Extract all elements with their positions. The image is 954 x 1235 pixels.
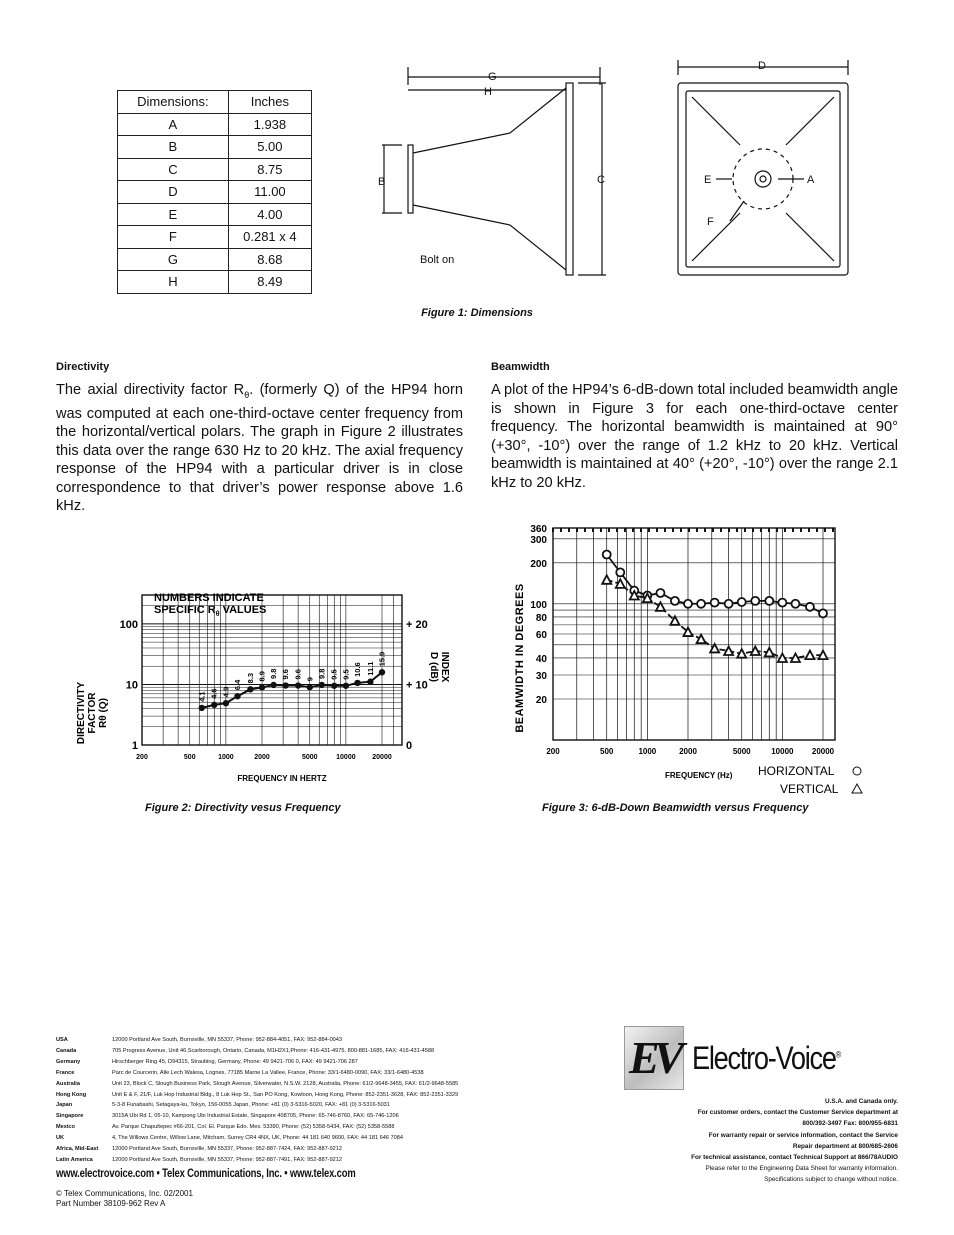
fig3-horizontal-point — [684, 600, 692, 608]
fig2-data-label: 10.6 — [353, 662, 363, 677]
table-row — [118, 248, 312, 271]
dimensions-table — [117, 90, 312, 294]
fig2-data-label: 9.5 — [329, 669, 339, 680]
dimensions-table-body — [118, 113, 312, 293]
table-header-cell: Dimensions: — [118, 91, 229, 114]
label-e: E — [704, 174, 712, 186]
contact-line: Please refer to the Engineering Data Sheet for warranty information. — [705, 1165, 898, 1173]
legend-triangle-icon — [852, 784, 862, 793]
fig3-vertical-point — [778, 653, 787, 662]
fig3-legend-horizontal: HORIZONTAL — [758, 764, 835, 778]
address-row — [56, 1122, 458, 1133]
fig2-data-label: 8.9 — [257, 671, 267, 682]
address-country: Africa, Mid-East — [56, 1146, 99, 1153]
figure1-dimension-drawing — [370, 55, 880, 305]
address-text: 12000 Portland Ave South, Burnsville, MN 55337, Phone: 952-887-7424, FAX: 952-887-9212 — [112, 1146, 343, 1153]
footer-web-links: www.electrovoice.com • Telex Communications, Inc. • www.telex.com — [56, 1168, 356, 1180]
address-row — [56, 1133, 458, 1144]
address-country: Australia — [56, 1080, 80, 1087]
table-cell: E — [118, 203, 229, 226]
label-d: D — [758, 60, 766, 72]
directivity-subscript: θ — [244, 389, 250, 400]
address-row — [56, 1068, 458, 1079]
table-cell: F — [118, 226, 229, 249]
address-text: 705 Progress Avenue, Unit 46,Scarborough, Ontario, Canada, M1H2X1,Phone: 416-431-4975, 800-881-1685, FAX: 416-431-4588 — [112, 1047, 435, 1054]
table-cell: D — [118, 181, 229, 204]
contact-line: U.S.A. and Canada only. — [824, 1098, 898, 1105]
fig2-xtick-label: 20000 — [372, 754, 392, 761]
fig2-data-label: 8.3 — [245, 672, 255, 684]
bolt-on-label: Bolt on — [420, 254, 455, 266]
fig2-ylabel-line1: DIRECTIVITY — [76, 681, 87, 745]
fig3-vertical-point — [697, 635, 706, 644]
throat-flange — [408, 145, 413, 213]
table-header-cell: Inches — [228, 91, 311, 114]
fig3-ytick-label: 40 — [535, 653, 547, 665]
table-row — [118, 271, 312, 294]
fig2-note-theta: θ — [215, 611, 220, 618]
fig3-xtick-label: 1000 — [638, 747, 657, 756]
fig2-xtick-label: 500 — [183, 754, 196, 761]
fig3-ytick-label: 100 — [530, 599, 547, 611]
fig3-horizontal-point — [656, 589, 664, 597]
electro-voice-wordmark — [692, 1040, 840, 1077]
address-country: UK — [56, 1135, 65, 1142]
fig3-vertical-point — [737, 649, 746, 658]
fig2-ytick-right-label: 0 — [406, 740, 413, 752]
office-address-list — [56, 1035, 458, 1166]
fig2-data-point — [307, 684, 313, 690]
fig3-vertical-point — [602, 575, 611, 584]
fig2-data-label: 9.8 — [269, 668, 279, 679]
fig2-data-label: 4.1 — [197, 691, 207, 702]
fig3-horizontal-point — [791, 600, 799, 608]
fig3-vertical-point — [791, 653, 800, 662]
table-cell: A — [118, 113, 229, 136]
address-row — [56, 1100, 458, 1111]
table-row — [118, 203, 312, 226]
fig2-data-point — [367, 679, 373, 685]
fig3-vertical-point — [819, 651, 828, 660]
contact-line: 800/392-3497 Fax: 800/955-6831 — [802, 1120, 898, 1128]
fig3-ytick-label: 30 — [535, 671, 547, 683]
copyright-text: © Telex Communications, Inc. 02/2001 — [56, 1189, 193, 1198]
address-row — [56, 1155, 458, 1166]
directivity-heading: Directivity — [56, 361, 110, 373]
fig3-horizontal-point — [751, 597, 759, 605]
fig2-data-point — [282, 682, 288, 688]
label-b: B — [378, 176, 386, 188]
fig2-ylabel-right-line2: D (dB) — [428, 652, 439, 682]
directivity-text-start: The axial directivity factor R — [56, 382, 245, 398]
registered-mark: ® — [835, 1049, 841, 1060]
fig2-data-point — [211, 702, 217, 708]
fig3-horizontal-point — [725, 600, 733, 608]
contact-line: Repair department at 800/685-2606 — [792, 1142, 898, 1150]
table-cell: 8.75 — [228, 158, 311, 181]
fig2-data-label: 9.6 — [281, 669, 291, 680]
fig3-xtick-label: 10000 — [771, 747, 794, 756]
table-cell: 8.68 — [228, 248, 311, 271]
address-country: France — [56, 1069, 75, 1076]
fig2-ytick-right-label: + 10 — [406, 679, 428, 692]
fig2-data-point — [331, 683, 337, 689]
figure3-chart — [505, 518, 865, 798]
fig3-horizontal-point — [603, 551, 611, 559]
fig3-vertical-point — [805, 651, 814, 660]
table-cell: B — [118, 136, 229, 159]
directivity-text-end: . (formerly Q) of the HP94 horn was computed at each one-third-octave center frequency from the horizontal/vertical polars. The graph in Figure 2 illustrates this data over the range 630 Hz to 20 kHz. The axial frequency response of the HP94 with a particular driver is in close correspondence to that driver’s power response above 1.6 kHz. — [56, 382, 463, 515]
fig2-ytick-label: 1 — [131, 740, 138, 752]
fig2-data-label: 9 — [305, 677, 315, 682]
label-g: G — [488, 71, 497, 83]
table-cell: C — [118, 158, 229, 181]
fig2-data-point — [295, 682, 301, 688]
fig2-data-label: 9.8 — [317, 668, 327, 679]
fig2-xtick-label: 5000 — [301, 754, 318, 761]
contact-line: Specifications subject to change without notice. — [764, 1176, 898, 1184]
fig3-xlabel: FREQUENCY (Hz) — [665, 771, 733, 780]
table-cell: H — [118, 271, 229, 294]
address-row — [56, 1046, 458, 1057]
fig3-ytick-label: 80 — [535, 612, 547, 624]
fig3-xtick-label: 200 — [546, 747, 560, 756]
address-country: Hong Kong — [56, 1091, 87, 1098]
address-row — [56, 1079, 458, 1090]
address-country: Germany — [56, 1058, 81, 1065]
address-country: Canada — [56, 1047, 77, 1054]
label-h: H — [484, 86, 492, 98]
fig2-data-point — [259, 684, 265, 690]
fig2-ytick-right-label: + 20 — [406, 618, 428, 631]
fig2-data-point — [379, 669, 385, 675]
fig2-xtick-label: 200 — [136, 754, 148, 761]
fig3-ytick-label: 20 — [535, 694, 547, 706]
fig3-horizontal-point — [671, 597, 679, 605]
legend-circle-icon — [853, 767, 861, 775]
fig3-ylabel: BEAMWIDTH IN DEGREES — [514, 583, 526, 733]
table-cell: 8.49 — [228, 271, 311, 294]
fig3-xtick-label: 2000 — [679, 747, 697, 756]
address-row — [56, 1035, 458, 1046]
fig2-data-label: 4.9 — [221, 686, 231, 698]
figure1-caption: Figure 1: Dimensions — [421, 307, 533, 319]
fig3-horizontal-point — [616, 568, 624, 576]
fig3-vertical-point — [765, 648, 774, 657]
fig3-legend-vertical: VERTICAL — [780, 782, 839, 796]
table-row — [118, 113, 312, 136]
fig3-horizontal-point — [738, 598, 746, 606]
fig2-data-point — [354, 680, 360, 686]
fig2-xtick-label: 2000 — [254, 754, 270, 761]
fig2-xtick-label: 10000 — [336, 754, 356, 761]
fig2-note-line2a: SPECIFIC R — [154, 604, 216, 616]
address-row — [56, 1057, 458, 1068]
ev-logo-mark — [624, 1026, 684, 1090]
fig2-data-point — [319, 682, 325, 688]
address-country: USA — [56, 1037, 68, 1043]
address-country: Latin America — [56, 1156, 93, 1163]
beamwidth-heading: Beamwidth — [491, 361, 550, 373]
table-header-row — [118, 91, 312, 114]
fig3-xtick-label: 5000 — [732, 747, 751, 756]
fig2-data-point — [247, 686, 253, 692]
address-row — [56, 1144, 458, 1155]
fig2-data-label: 4.6 — [209, 688, 219, 699]
mouth-flange — [566, 83, 573, 275]
fig2-data-label: 9.6 — [293, 669, 303, 680]
address-text: 4, The Willows Centre, Willow Lane, Mitcham, Surrey CR4 4NX, UK, Phone: 44 181 640 9600, FAX: 44 181 646 7084 — [112, 1135, 403, 1142]
fig3-horizontal-point — [778, 599, 786, 607]
fig3-vertical-point — [724, 647, 733, 656]
beamwidth-paragraph: A plot of the HP94’s 6-dB-down total included beamwidth angle is shown in Figure 3 for each one-third-octave center frequency. The horizontal beamwidth is maintained at 90° (+30°, -10°) over the range of 1.2 kHz to 20 kHz. Vertical beamwidth is maintained at 40° (+20°, -10°) over the range 2.1 kHz to 20 kHz. — [491, 382, 898, 491]
fig3-horizontal-point — [819, 609, 827, 617]
fig2-data-point — [270, 682, 276, 688]
table-cell: 4.00 — [228, 203, 311, 226]
directivity-paragraph — [56, 381, 463, 516]
table-cell: 11.00 — [228, 181, 311, 204]
address-text: Av. Parque Chapultepec #66-201, Col. El. Parque Edo. Mex. 53390, Phone: (52) 5358-5434, FAX: (52) 5358-5588 — [112, 1124, 395, 1131]
fig2-note-line2 — [154, 604, 266, 618]
fig2-xtick-label: 1000 — [218, 754, 234, 761]
table-cell: 5.00 — [228, 136, 311, 159]
address-row — [56, 1111, 458, 1122]
fig2-data-label: 15.9 — [377, 651, 387, 667]
address-country: Japan — [56, 1102, 73, 1109]
fig2-data-point — [343, 683, 349, 689]
table-row — [118, 181, 312, 204]
address-text: Unit E & F, 21/F, Luk Hop Industrial Bldg., 8 Luk Hop St., San PO Kong, Kowloon, Hong Kong, Phone: 852-2351-3628, FAX: 852-2351-3329 — [112, 1091, 459, 1098]
label-a: A — [807, 174, 815, 186]
fig2-xlabel: FREQUENCY IN HERTZ — [237, 774, 327, 783]
fig2-data-point — [234, 693, 240, 699]
ev-logo-letters: EV — [629, 1032, 679, 1083]
fig2-note-line1: NUMBERS INDICATE — [154, 592, 264, 604]
contact-line: For customer orders, contact the Customer Service department at — [697, 1109, 898, 1117]
figure2-chart — [70, 585, 470, 785]
fig3-horizontal-point — [765, 597, 773, 605]
address-row — [56, 1090, 458, 1101]
fig3-ytick-label: 360 — [530, 524, 547, 535]
address-country: Mexico — [56, 1124, 75, 1131]
table-cell: 0.281 x 4 — [228, 226, 311, 249]
table-row — [118, 136, 312, 159]
contact-line: For warranty repair or service information, contact the Service — [708, 1131, 898, 1139]
footer-copyright-block — [56, 1189, 193, 1209]
fig3-ytick-label: 200 — [530, 558, 547, 570]
fig3-xtick-label: 20000 — [811, 747, 835, 756]
fig3-xtick-label: 500 — [600, 747, 614, 756]
fig2-data-point — [199, 705, 205, 711]
table-row — [118, 158, 312, 181]
address-text: 3015A Ubi Rd 1, 05-10, Kampong Ubi Industrial Estate, Singapore 408705, Phone: 65-746-8760, FAX: 65-746-1206 — [112, 1113, 399, 1120]
address-text: 5-3-8 Funabashi, Setagaya-ku, Tokyo, 156-0055 Japan, Phone: +81 (0) 3-5316-5020, FAX: +81 (0) 3-5316-5031 — [112, 1102, 390, 1109]
fig2-data-point — [223, 700, 229, 706]
fig2-note-line2c: VALUES — [219, 604, 267, 616]
address-text: Parc de Courcerin, Alle Lech Walesa, Lognes, 77185 Marne La Vallee, France, Phone: 33/1-6480-0090, FAX: 33/1-6480-4538 — [112, 1069, 424, 1076]
fig2-data-label: 9.5 — [341, 669, 351, 680]
fig2-ylabel-line3: Rθ (Q) — [98, 698, 109, 728]
brand-name: Electro-Voice — [692, 1040, 836, 1076]
address-text: Unit 23, Block C, Slough Business Park, Slough Avenue, Silverwater, N.S.W. 2128, Australia, Phone: 61/2-9648-3455, FAX: 61/2-9648-5585 — [112, 1080, 459, 1087]
fig3-horizontal-point — [806, 603, 814, 611]
figure2-caption: Figure 2: Directivity vesus Frequency — [145, 802, 341, 814]
fig2-ytick-label: 10 — [125, 679, 138, 692]
fig3-horizontal-point — [711, 599, 719, 607]
fig2-data-label: 6.4 — [233, 679, 243, 691]
fig2-ylabel-right-line1: INDEX — [439, 651, 450, 683]
fig3-ytick-label: 300 — [530, 534, 547, 546]
fig2-ytick-label: 100 — [119, 618, 138, 631]
address-text: 12000 Portland Ave South, Burnsville, MN 55337, Phone: 952-884-4051, FAX: 952-884-0043 — [112, 1037, 343, 1043]
part-number: Part Number 38109-962 Rev A — [56, 1199, 166, 1208]
contact-info — [598, 1096, 898, 1186]
figure3-caption: Figure 3: 6-dB-Down Beamwidth versus Frequency — [542, 802, 809, 814]
address-text: Hirschberger Ring 45, D94315, Straubing, Germany, Phone: 49 9421-706 0, FAX: 49 9421-706 287 — [112, 1058, 358, 1065]
table-cell: 1.938 — [228, 113, 311, 136]
fig2-data-label: 11.1 — [365, 661, 375, 676]
table-row — [118, 226, 312, 249]
fig2-ylabel-line2: FACTOR — [87, 692, 98, 734]
fig3-ytick-label: 60 — [535, 630, 547, 641]
table-cell: G — [118, 248, 229, 271]
address-country: Singapore — [56, 1113, 84, 1120]
label-c: C — [597, 174, 605, 186]
label-f: F — [707, 216, 714, 228]
fig3-horizontal-point — [697, 600, 705, 608]
address-text: 12000 Portland Ave South, Burnsville, MN 55337, Phone: 952-887-7491, FAX: 952-887-9212 — [112, 1156, 343, 1163]
contact-line: For technical assistance, contact Technical Support at 866/78AUDIO — [691, 1154, 898, 1162]
